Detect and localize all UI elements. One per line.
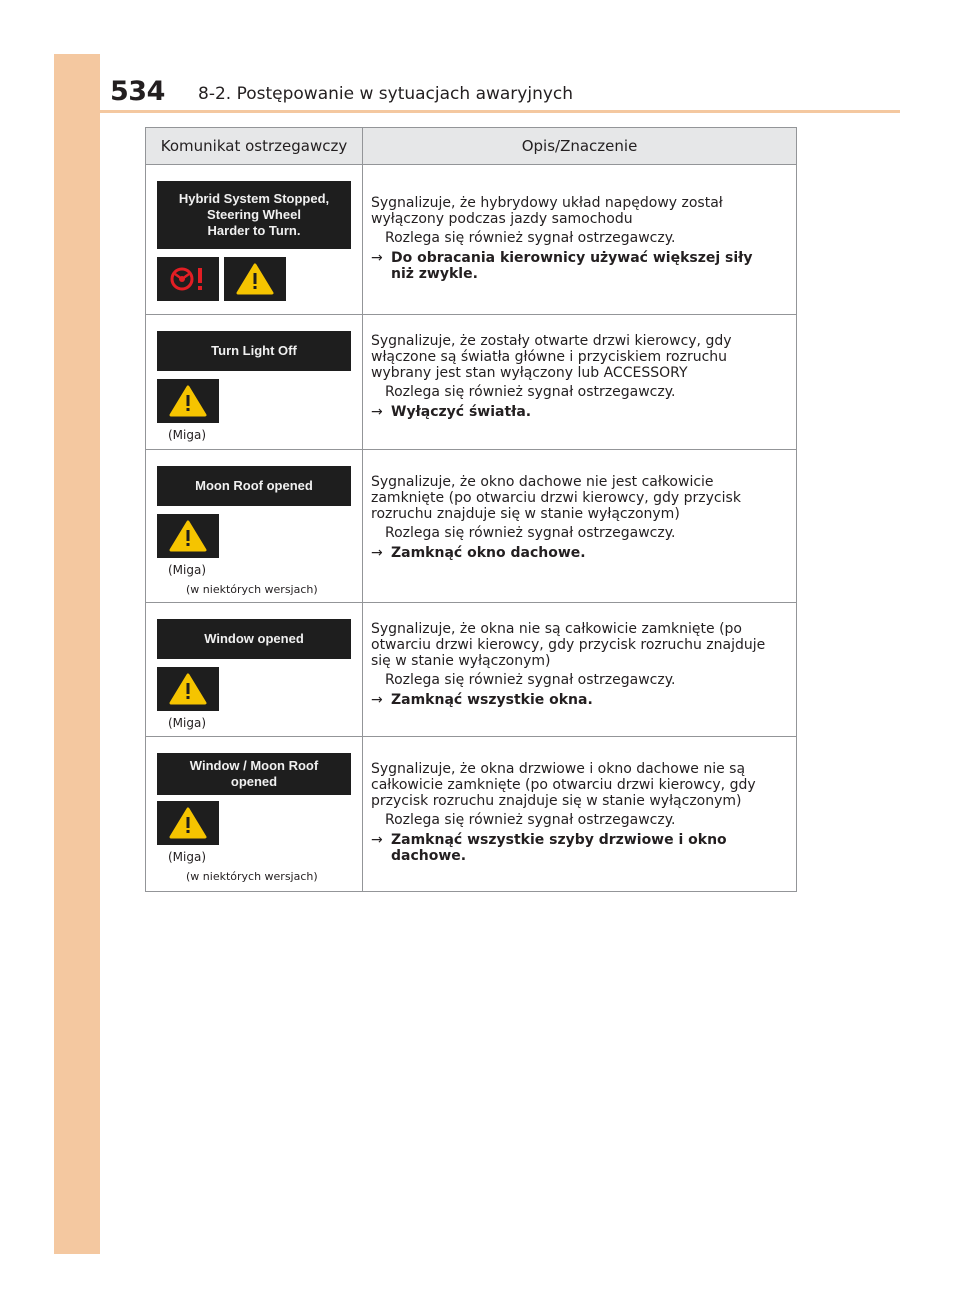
note-text: Rozlega się również sygnał ostrzegawczy. — [385, 230, 676, 246]
header-divider — [100, 110, 900, 113]
screen-line: Steering Wheel — [207, 207, 301, 222]
warning-triangle-icon — [224, 257, 286, 301]
column-header-message: Komunikat ostrzegawczy — [146, 128, 363, 165]
blink-label: (Miga) — [168, 716, 207, 730]
section-title: 8-2. Postępowanie w sytuacjach awaryjnych — [198, 84, 574, 104]
screen-line: Window opened — [204, 631, 304, 646]
screen-line: opened — [230, 774, 278, 789]
blink-label: (Miga) — [168, 563, 207, 577]
description-cell — [363, 450, 797, 603]
table-row — [146, 315, 797, 450]
table-row — [146, 165, 797, 315]
screen-line: Moon Roof opened — [195, 478, 313, 493]
message-cell — [146, 450, 363, 603]
note-text: Rozlega się również sygnał ostrzegawczy. — [385, 525, 676, 541]
action-text — [371, 404, 774, 420]
description-cell — [363, 165, 797, 315]
action-label: Zamknąć okno dachowe. — [391, 545, 586, 561]
table-row — [146, 737, 797, 892]
arrow-icon: → — [371, 692, 383, 708]
message-cell — [146, 165, 363, 315]
description-text: Sygnalizuje, że okna nie są całkowicie zamknięte (po otwarciu drzwi kierowcy, gdy przycisk rozruchu znajduje się w stanie wyłączonym) — [371, 621, 766, 669]
warning-triangle-icon — [157, 379, 219, 423]
table-row — [146, 603, 797, 737]
table-header-row — [146, 128, 797, 165]
note-text: Rozlega się również sygnał ostrzegawczy. — [385, 812, 676, 828]
message-screen — [157, 331, 351, 371]
screen-line: Turn Light Off — [211, 343, 297, 358]
action-label: Zamknąć wszystkie szyby drzwiowe i okno dachowe. — [391, 832, 727, 864]
note-text: Rozlega się również sygnał ostrzegawczy. — [385, 384, 676, 400]
action-label: Wyłączyć światła. — [391, 404, 532, 420]
description-cell — [363, 603, 797, 737]
blink-label: (Miga) — [168, 850, 207, 864]
warning-messages-table — [145, 127, 797, 892]
message-cell — [146, 603, 363, 737]
message-screen — [157, 466, 351, 506]
screen-line: Window / Moon Roof — [189, 758, 319, 773]
page-header — [100, 72, 900, 112]
page-number: 534 — [110, 76, 165, 107]
message-screen — [157, 619, 351, 659]
description-cell — [363, 737, 797, 892]
side-color-band — [54, 54, 100, 1254]
table-row — [146, 450, 797, 603]
warning-triangle-icon — [157, 667, 219, 711]
message-cell — [146, 737, 363, 892]
warning-triangle-icon — [157, 514, 219, 558]
description-text: Sygnalizuje, że okna drzwiowe i okno dachowe nie są całkowicie zamknięte (po otwarciu drzwi kierowcy, gdy przycisk rozruchu znajduje się w stanie wyłączonym) — [371, 761, 756, 809]
arrow-icon: → — [371, 545, 383, 561]
screen-line: Hybrid System Stopped, — [178, 191, 330, 206]
message-screen — [157, 181, 351, 249]
version-note: (w niektórych wersjach) — [186, 583, 318, 596]
action-label: Zamknąć wszystkie okna. — [391, 692, 593, 708]
action-label: Do obracania kierownicy używać większej siły niż zwykle. — [391, 250, 753, 282]
description-text: Sygnalizuje, że hybrydowy układ napędowy został wyłączony podczas jazdy samochodu — [371, 195, 723, 227]
blink-label: (Miga) — [168, 428, 207, 442]
action-text — [371, 545, 774, 561]
warning-triangle-icon — [157, 801, 219, 845]
screen-line: Harder to Turn. — [207, 223, 301, 238]
description-cell — [363, 315, 797, 450]
message-cell — [146, 315, 363, 450]
action-text — [371, 692, 774, 708]
message-screen — [157, 753, 351, 795]
column-header-description: Opis/Znaczenie — [363, 128, 797, 165]
action-text — [371, 250, 774, 282]
action-text — [371, 832, 774, 864]
steering-warning-icon — [157, 257, 219, 301]
description-text: Sygnalizuje, że okno dachowe nie jest całkowicie zamknięte (po otwarciu drzwi kierowcy, gdy przycisk rozruchu znajduje się w stanie wyłączonym) — [371, 474, 741, 522]
version-note: (w niektórych wersjach) — [186, 870, 318, 883]
arrow-icon: → — [371, 404, 383, 420]
note-text: Rozlega się również sygnał ostrzegawczy. — [385, 672, 676, 688]
description-text: Sygnalizuje, że zostały otwarte drzwi kierowcy, gdy włączone są światła główne i przyciskiem rozruchu wybrany jest stan wyłączony lub ACCESSORY — [371, 333, 732, 381]
arrow-icon: → — [371, 250, 383, 266]
arrow-icon: → — [371, 832, 383, 848]
